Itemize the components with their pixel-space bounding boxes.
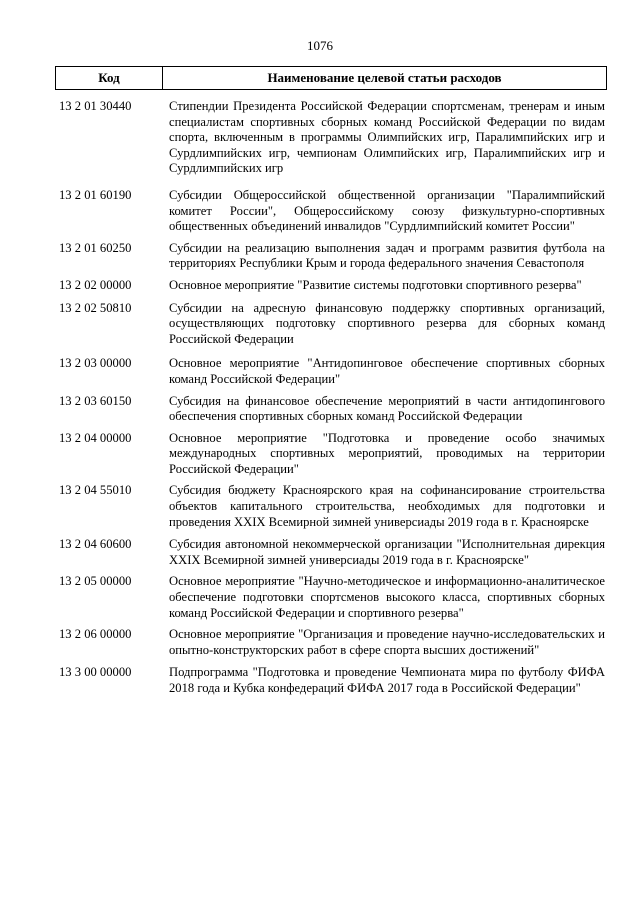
- row-name: Основное мероприятие "Научно-методическое и информационно-аналитическое обеспечение подготовки спортсменов высокого класса, спортивных сборных команд Российской Федерации и спортивного резерва": [169, 574, 605, 620]
- table-row: [55, 574, 607, 621]
- header-name: Наименование целевой статьи расходов: [267, 70, 502, 85]
- row-name: Субсидии Общероссийской общественной организации "Паралимпийский комитет России", Общероссийскому союзу физкультурно-спортивных общественных объединений инвалидов "Сурдлимпийский комитет России": [169, 187, 605, 234]
- table-row: [55, 241, 607, 272]
- row-name: Основное мероприятие "Организация и проведение научно-исследовательских и опытно-конструкторских работ в сфере спорта высших достижений": [169, 627, 605, 657]
- row-name: Субсидия бюджету Красноярского края на софинансирование строительства объектов капитального строительства, необходимых для подготовки и проведения XXIX Всемирной зимней универсиады 2019 года в г. Красноярске: [169, 483, 605, 529]
- row-code: 13 2 01 30440: [59, 99, 132, 113]
- table-row: [55, 537, 607, 568]
- header-code: Код: [56, 67, 163, 89]
- table-header: [55, 66, 607, 90]
- row-name: Основное мероприятие "Развитие системы подготовки спортивного резерва": [169, 277, 582, 292]
- row-name: Субсидия автономной некоммерческой организации "Исполнительная дирекция XXIX Всемирной зимней универсиады 2019 года в г. Красноярске": [169, 537, 605, 567]
- row-name: Основное мероприятие "Подготовка и проведение особо значимых международных спортивных мероприятий, проводимых на территории Российской Федерации": [169, 430, 605, 476]
- row-code: 13 2 04 00000: [59, 430, 132, 445]
- budget-table: [55, 66, 607, 697]
- row-code: 13 3 00 00000: [59, 665, 132, 680]
- row-name: Стипендии Президента Российской Федерации спортсменам, тренерам и иным специалистам спортивных сборных команд Российской Федерации по видам спорта, включенным в программы Олимпийских игр, Паралимпийских игр и Сурдлимпийских игр, чемпионам Олимпийских игр, Паралимпийских игр и Сурдлимпийских игр: [169, 99, 605, 176]
- row-name: Субсидия на финансовое обеспечение мероприятий в части антидопингового обеспечения спортивных сборных команд Российской Федерации: [169, 393, 605, 424]
- row-code: 13 2 02 50810: [59, 300, 132, 315]
- table-row: [55, 99, 607, 177]
- row-code: 13 2 03 00000: [59, 356, 132, 371]
- row-code: 13 2 04 60600: [59, 537, 132, 552]
- table-row: [55, 301, 607, 348]
- table-row: [55, 394, 607, 425]
- table-row: [55, 627, 607, 658]
- table-row: [55, 356, 607, 387]
- row-name: Подпрограмма "Подготовка и проведение Чемпионата мира по футболу ФИФА 2018 года и Кубка конфедераций ФИФА 2017 года в Российской Федерации": [169, 665, 605, 695]
- table-row: [55, 483, 607, 530]
- page-number: 1076: [307, 38, 333, 53]
- table-row: [55, 431, 607, 478]
- row-code: 13 2 05 00000: [59, 574, 132, 589]
- row-code: 13 2 01 60250: [59, 240, 132, 255]
- table-row: [55, 665, 607, 696]
- table-row: [55, 278, 607, 294]
- row-code: 13 2 01 60190: [59, 187, 132, 202]
- row-name: Субсидии на адресную финансовую поддержку спортивных организаций, осуществляющих подготовку спортивного резерва для сборных команд Российской Федерации: [169, 300, 605, 346]
- row-code: 13 2 03 60150: [59, 393, 132, 408]
- row-code: 13 2 06 00000: [59, 627, 132, 642]
- table-row: [55, 188, 607, 235]
- row-code: 13 2 04 55010: [59, 483, 132, 498]
- row-code: 13 2 02 00000: [59, 277, 132, 292]
- row-name: Основное мероприятие "Антидопинговое обеспечение спортивных сборных команд Российской Федерации": [169, 356, 605, 386]
- row-name: Субсидии на реализацию выполнения задач и программ развития футбола на территориях Республики Крым и города федерального значения Севастополя: [169, 240, 605, 271]
